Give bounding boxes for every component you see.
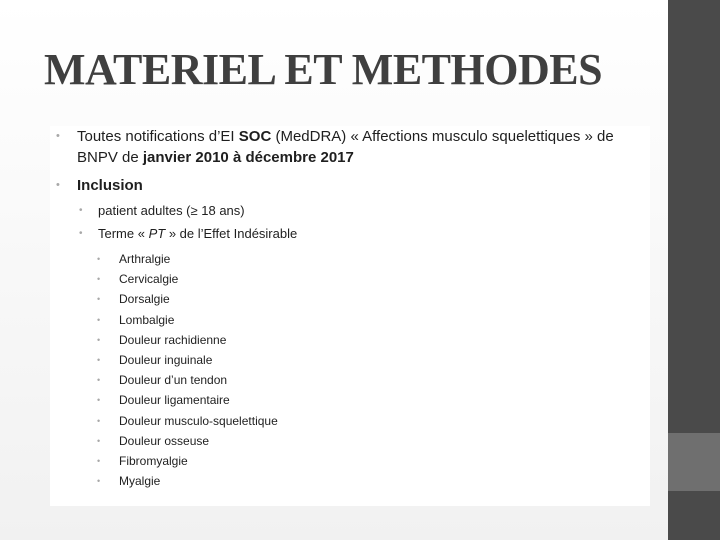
pt-term-item <box>97 471 650 491</box>
pt-text-2: » de l’Effet Indésirable <box>165 226 298 241</box>
pt-term-text: Douleur inguinale <box>119 353 213 368</box>
pt-term-text: Myalgie <box>119 474 161 489</box>
notifications-text-1: Toutes notifications d’EI <box>77 128 239 145</box>
bullet-icon: • <box>56 179 60 191</box>
pt-term-item <box>97 411 650 431</box>
bullet-icon: • <box>97 274 101 285</box>
soc-term: SOC <box>238 128 272 145</box>
pt-term-text: Douleur ligamentaire <box>119 393 230 408</box>
bullet-icon: • <box>97 435 101 446</box>
pt-term-text: Douleur musculo-squelettique <box>119 413 278 428</box>
bullet-inclusion <box>50 175 650 491</box>
bullet-icon: • <box>97 476 101 487</box>
pt-term-item <box>97 431 650 451</box>
inclusion-label: Inclusion <box>77 177 143 194</box>
bullet-notifications <box>50 126 650 168</box>
bullet-icon: • <box>97 254 101 264</box>
pt-term-text: Douleur rachidienne <box>119 332 227 347</box>
pt-abbrev: PT <box>148 226 166 241</box>
pt-term-text: Fibromyalgie <box>119 454 188 469</box>
slide-title: MATERIEL ET METHODES <box>44 45 603 94</box>
right-side-bar-accent <box>668 433 720 491</box>
pt-term-item <box>97 330 650 350</box>
pt-term-text: Douleur d’un tendon <box>119 373 228 388</box>
bullet-icon: • <box>97 334 101 345</box>
pt-term-item <box>97 269 650 289</box>
pt-term-item <box>97 310 650 330</box>
pt-term-text: Lombalgie <box>119 312 175 327</box>
bullet-icon: • <box>79 228 83 239</box>
pt-term-text: Arthralgie <box>119 252 171 266</box>
notifications-text-2: (MedDRA) « Affections musculo squelettiques » de BNPV de <box>77 128 614 166</box>
bullet-list <box>50 126 650 491</box>
criterion-pt-term <box>77 222 650 491</box>
pt-term-item <box>97 390 650 410</box>
bullet-icon: • <box>97 415 101 426</box>
criterion-adults-text: patient adultes (≥ 18 ans) <box>98 203 245 218</box>
bullet-icon: • <box>79 205 83 216</box>
pt-term-item <box>97 289 650 309</box>
pt-term-text: Cervicalgie <box>119 272 179 287</box>
pt-text-1: Terme « <box>98 226 149 241</box>
criterion-adults <box>77 199 650 222</box>
pt-term-item <box>97 370 650 390</box>
date-range: janvier 2010 à décembre 2017 <box>142 149 354 166</box>
pt-term-item <box>97 249 650 269</box>
bullet-icon: • <box>97 395 101 406</box>
pt-term-item <box>97 350 650 370</box>
bullet-icon: • <box>97 294 101 305</box>
bullet-icon: • <box>97 456 101 467</box>
pt-term-item <box>97 451 650 471</box>
bullet-icon: • <box>56 130 60 142</box>
inclusion-criteria-list <box>77 199 650 491</box>
pt-term-text: Dorsalgie <box>119 292 170 307</box>
pt-term-text: Douleur osseuse <box>119 433 210 448</box>
bullet-icon: • <box>97 375 101 386</box>
bullet-icon: • <box>97 355 101 366</box>
bullet-icon: • <box>97 314 101 325</box>
content-box <box>50 126 650 506</box>
pt-terms-list <box>97 249 650 491</box>
